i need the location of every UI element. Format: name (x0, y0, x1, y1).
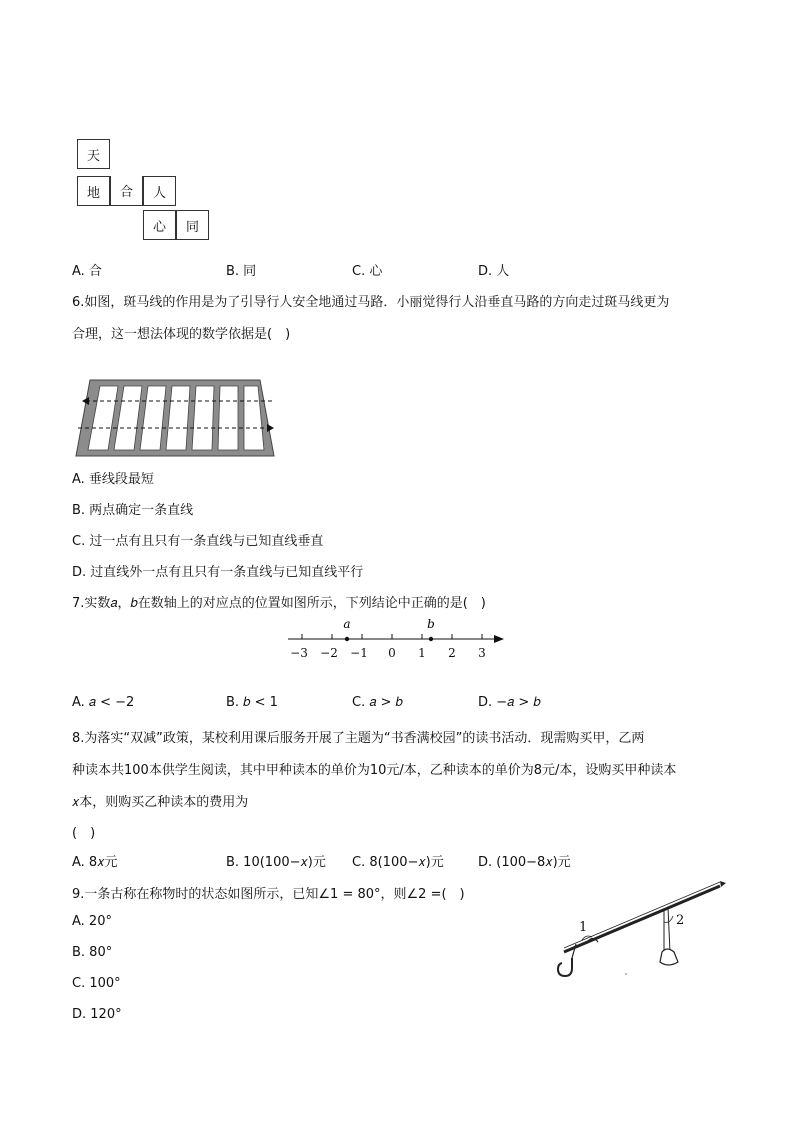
q9-stem: 9.一条古称在称物时的状态如图所示，已知∠1 = 80°，则∠2 =( ) (72, 887, 465, 902)
angle-1-label: 1 (579, 920, 588, 935)
q5-option-b: B. 同 (226, 264, 257, 279)
q8-option-d: D. (100−8𝑥)元 (478, 855, 571, 870)
tick-label: −2 (320, 646, 338, 660)
number-line-figure (280, 614, 510, 666)
q8-stem-line1: 8.为落实“双减”政策，某校利用课后服务开展了主题为“书香满校园”的读书活动．现需购买甲，乙两 (72, 731, 645, 746)
q9-option-c: C. 100° (72, 976, 121, 991)
axis-arrow-icon (494, 635, 504, 643)
angle-2-label: 2 (676, 913, 685, 928)
tick-label: 0 (388, 646, 396, 660)
net-cell-tong: 同 (176, 210, 209, 240)
q5-option-d: D. 人 (478, 264, 510, 279)
tick-label: 3 (478, 646, 486, 660)
zebra-crossing-figure (72, 376, 282, 460)
point-b (429, 637, 433, 641)
tick-label: 1 (418, 646, 426, 660)
zebra-stripe (192, 386, 214, 450)
steelyard-figure (546, 878, 728, 982)
q6-option-a: A. 垂线段最短 (72, 472, 154, 487)
tick-label: −3 (290, 646, 308, 660)
net-cell-ren: 人 (143, 176, 176, 206)
point-a-label: a (343, 617, 351, 631)
zebra-stripe (218, 386, 238, 450)
q8-option-a: A. 8𝑥元 (72, 855, 118, 870)
tick-label: −1 (350, 646, 368, 660)
q7-option-c: C. 𝑎 > 𝑏 (352, 695, 403, 710)
q7-stem: 7.实数𝑎，𝑏在数轴上的对应点的位置如图所示，下列结论中正确的是( ) (72, 596, 486, 611)
q7-option-a: A. 𝑎 < −2 (72, 695, 135, 710)
q5-option-c: C. 心 (352, 264, 383, 279)
q6-stem-line2: 合理，这一想法体现的数学依据是( ) (72, 327, 291, 342)
net-cell-tian: 天 (77, 139, 110, 169)
net-cell-di: 地 (77, 176, 110, 206)
q9-option-b: B. 80° (72, 945, 113, 960)
tick-label: 2 (448, 646, 456, 660)
q6-option-d: D. 过直线外一点有且只有一条直线与已知直线平行 (72, 565, 364, 580)
q8-option-c: C. 8(100−𝑥)元 (352, 855, 444, 870)
q6-option-c: C. 过一点有且只有一条直线与已知直线垂直 (72, 534, 324, 549)
point-a (345, 637, 349, 641)
net-cell-xin: 心 (143, 210, 176, 240)
weight-icon (660, 949, 678, 965)
q6-option-b: B. 两点确定一条直线 (72, 503, 194, 518)
q5-option-a: A. 合 (72, 264, 102, 279)
q6-stem-line1: 6.如图，斑马线的作用是为了引导行人安全地通过马路．小丽觉得行人沿垂直马路的方向走过斑马线更为 (72, 295, 670, 310)
point-b-label: b (427, 617, 435, 631)
q9-option-d: D. 120° (72, 1007, 122, 1022)
q8-stem-line3: 𝑥本，则购买乙种读本的费用为 (72, 795, 249, 810)
q8-stem-line4: ( ) (72, 826, 96, 841)
q8-option-b: B. 10(100−𝑥)元 (226, 855, 326, 870)
arrow-right-icon (267, 424, 274, 432)
q7-option-d: D. −𝑎 > 𝑏 (478, 695, 541, 710)
q7-option-b: B. 𝑏 < 1 (226, 695, 278, 710)
hook-icon (558, 958, 572, 976)
net-cell-he: 合 (110, 176, 143, 206)
q8-stem-line2: 种读本共100本供学生阅读，其中甲种读本的单价为10元/本，乙种读本的单价为8元/本，设购买甲种读本 (72, 763, 677, 778)
q9-option-a: A. 20° (72, 914, 112, 929)
